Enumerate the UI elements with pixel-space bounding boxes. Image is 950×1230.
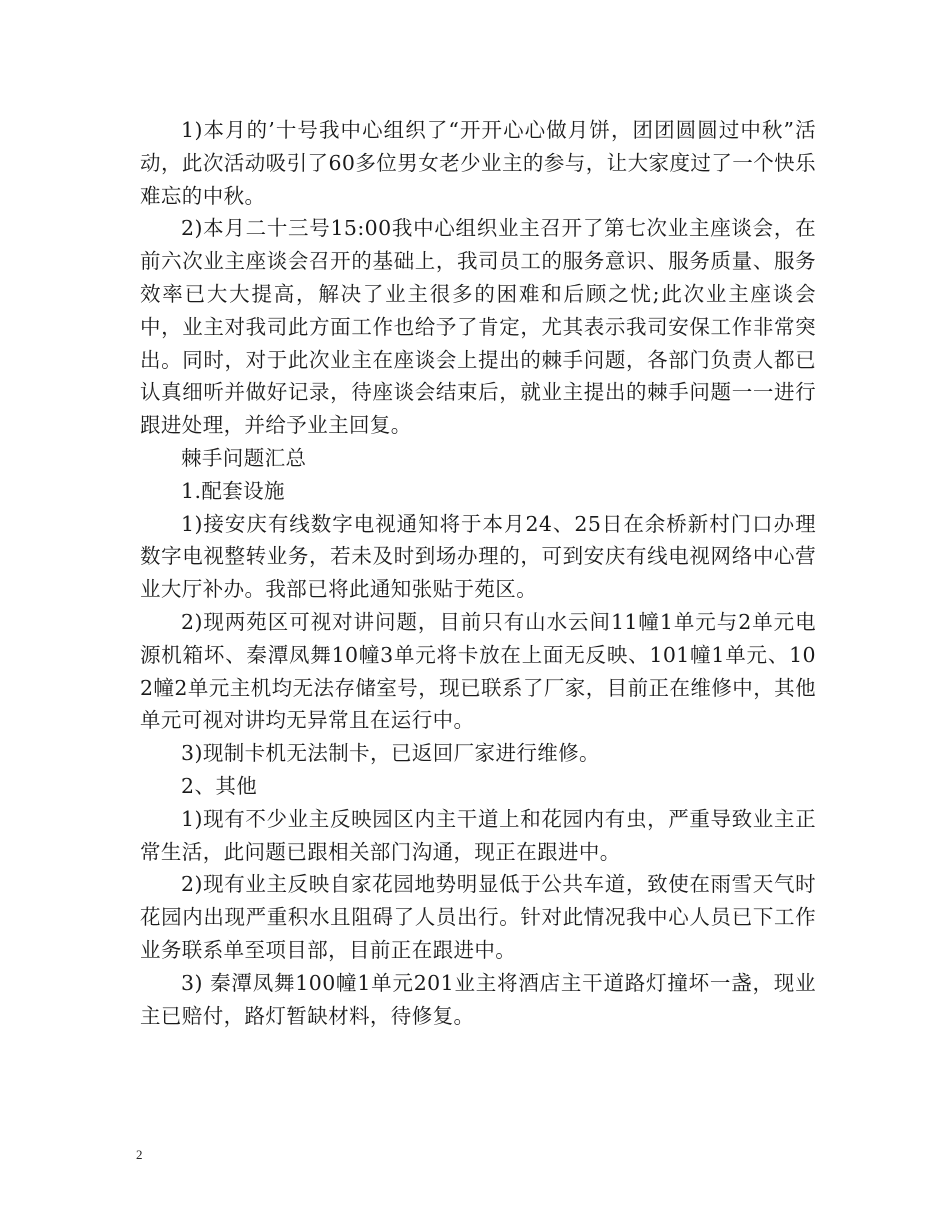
paragraph-card-machine: 3)现制卡机无法制卡，已返回厂家进行维修。 — [181, 741, 600, 766]
paragraph-insects: 1)现有不少业主反映园区内主干道上和花园内有虫，严重导致业主正常生活，此问题已跟相关部门沟通，现正在跟进中。 — [140, 806, 816, 864]
paragraph-digital-tv: 1)接安庆有线数字电视通知将于本月24、25日在余桥新村门口办理数字电视整转业务，若未及时到场办理的，可到安庆有线电视网络中心营业大厅补办。我部已将此通知张贴于苑区。 — [140, 511, 816, 602]
section-heading-issues-summary: 棘手问题汇总 — [181, 445, 307, 470]
document-body — [140, 114, 816, 1032]
page-number: 2 — [136, 1147, 143, 1162]
subheading-other: 2、其他 — [181, 773, 258, 798]
paragraph-garden-water: 2)现有业主反映自家花园地势明显低于公共车道，致使在雨雪天气时花园内出现严重积水且阻碍了人员出行。针对此情况我中心人员已下工作业务联系单至项目部，目前正在跟进中。 — [140, 872, 816, 962]
paragraph-activity-mooncake: 1)本月的’十号我中心组织了“开开心心做月饼，团团圆圆过中秋”活动，此次活动吸引了60多位男女老少业主的参与，让大家度过了一个快乐难忘的中秋。 — [140, 118, 816, 208]
subheading-facilities: 1.配套设施 — [181, 478, 285, 503]
paragraph-street-lamp: 3) 秦潭凤舞100幢1单元201业主将酒店主干道路灯撞坏一盏，现业主已赔付，路灯暂缺材料，待修复。 — [140, 970, 816, 1028]
paragraph-intercom: 2)现两苑区可视对讲问题，目前只有山水云间11幢1单元与2单元电源机箱坏、秦潭凤舞10幢3单元将卡放在上面无反映、101幢1单元、102幢2单元主机均无法存储室号，现已联系了厂家，目前正在维修中，其他单元可视对讲均无异常且在运行中。 — [140, 609, 816, 733]
paragraph-owner-forum: 2)本月二十三号15:00我中心组织业主召开了第七次业主座谈会，在前六次业主座谈会召开的基础上，我司员工的服务意识、服务质量、服务效率已大大提高，解决了业主很多的困难和后顾之忧;此次业主座谈会中，业主对我司此方面工作也给予了肯定，尤其表示我司安保工作非常突出。同时，对于此次业主在座谈会上提出的棘手问题，各部门负责人都已认真细听并做好记录，待座谈会结束后，就业主提出的棘手问题一一进行跟进处理，并给予业主回复。 — [140, 216, 816, 438]
